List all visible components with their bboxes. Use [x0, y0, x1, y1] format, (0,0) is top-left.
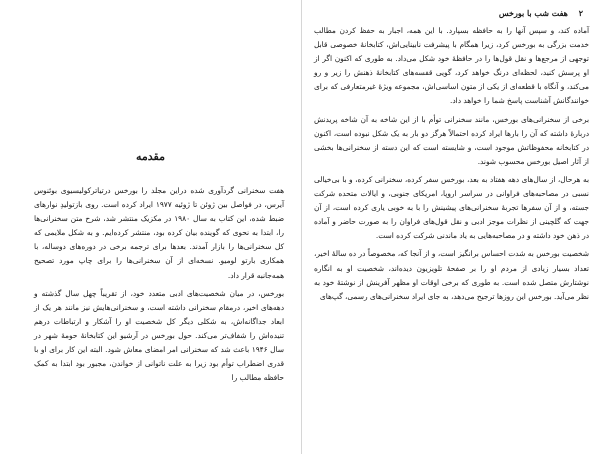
left-page-body [34, 184, 284, 385]
paragraph: به هرحال، از سال‌های دهه هفتاد به بعد، بورخس سفر کرده، سخنرانی کرده، و با بی‌خیالی نسبی در مصاحبه‌های فراوانی در سراسر اروپا، امریکای جنوبی، و ایالات متحده شرکت جسته، و از آن سفرها تجربهٔ سخنرانی‌های پیشینش را با به خوبی یاری کرده است، از آن جهت که گلچینی از نظرات موجز ادبی و نقل قول‌های فراوان را به صورت حاضر و آماده در ذهن خود داشته و در مصاحبه‌هایی به یاد ماندنی شرکت کرده است. [314, 174, 589, 241]
paragraph: هفت سخنرانی گردآوری شده دراین مجلد را بورخس درتیاترکولیسیوی بوئنوس آیرس، در فواصل بین ژوئن تا ژوئیه ۱۹۷۷ ایراد کرده است. روی بازتولیدِ نوارهای ضبط شده، این کتاب به سال ۱۹۸۰ در مکزیک منتشر شد، شرح متن سخنرانی‌ها را، ابتدا به نحوی که گوینده بیان کرده بود، منتشر کرده‌ایم. و به شکل ملایمی که کل سخنرانی‌ها را بازار آمدند. بعدها برای ترجمه برخی در دوره‌های دوساله، با همکاری بارتو لومیو. نسخه‌ای از آن سخنرانی‌ها را برای چاپ مورد تصحیح همه‌جانبه قرار داد. [34, 186, 284, 280]
paragraph: برخی از سخنرانی‌های بورخس، مانند سخنرانی توأم با از این شاخه به آن شاخه پریدنش دربارهٔ داشته که آن را بارها ایراد کرده احتمالاً هرگز دو بار به یک شکل نبوده است، اکنون در کتابخانه محفوظاتش موجود است، و شایسته است که این دسته از سخنرانی‌ها بخشی از آثار اصیل بورخس محسوب شوند. [314, 114, 589, 166]
book-title: هفت شب با بورخس [498, 8, 568, 18]
paragraph: آماده کند، و سپس آنها را به حافظه بسپارد. با این همه، اجبار به حفظ کردن مطالب خدمت بزرگی به بورخس کرد، زیرا همگام با پیشرفت نابینایی‌اش، کتابخانهٔ خصوصی قابل توجهی از مرجع‌ها و نقل قول‌ها را در حافظهٔ خود شکل می‌داد. به طوری که اکنون اگر از او پرسش کنید، لحظه‌ای درنگ خواهد کرد، گویی قفسه‌های کتابخانهٔ ذهنش را زیر و رو می‌کند، و آنگاه با قطعه‌ای از یکی از متون اساسی‌اش، مجموعه ویژهٔ غیرمتعارفی که برای خوانندگانش آشناست پاسخ شما را خواهد داد. [314, 26, 589, 106]
section-title: مقدمه [135, 150, 166, 163]
paragraph: شخصیت بورخس به شدت احساس برانگیز است، و از آنجا که، مخصوصاً در ده سالهٔ اخیر، تعداد بسیار زیادی از مردم او را بر صفحهٔ تلویزیون دیده‌اند، شخصیت او به انگاره نوشتارش متصل شده است. به طوری که برخی اوقات او مظهر آفرینش از نوشتهٔ خود به نظر می‌آید. بورخس این روزها ترجیح می‌دهد، به جای ایراد سخنرانی‌های رسمی، گپ‌های [314, 249, 589, 301]
right-page [302, 0, 603, 454]
paragraph: بورخس، در میان شخصیت‌های ادبی متعدد خود، از تقریباً چهل سال گذشته و دهه‌های اخیر، درمقام سخنرانی داشته است، و سخنرانی‌هایش نیز مانند هر یک از ابعاد جداگانه‌اش، به شکلی دیگر کل شخصیت او را آشکار و ارتباطات درهم تنیده‌اش را شفاف‌تر می‌کند. حول بورخس در آرشیو این کتابخانهٔ حومهٔ شهر در سال ۱۹۴۶ باعث شد که سخنرانی امر امضای معاش شود. البته این کار برای او با قدری اضطراب توأم بود زیرا به علت ناتوانی از خواندن، مجبور بود ابتدا به کمک حافظه مطالب را [34, 288, 284, 383]
running-head [314, 8, 583, 18]
left-page [0, 0, 301, 454]
right-page-body [314, 24, 589, 304]
page-number: ۲ [578, 8, 583, 18]
